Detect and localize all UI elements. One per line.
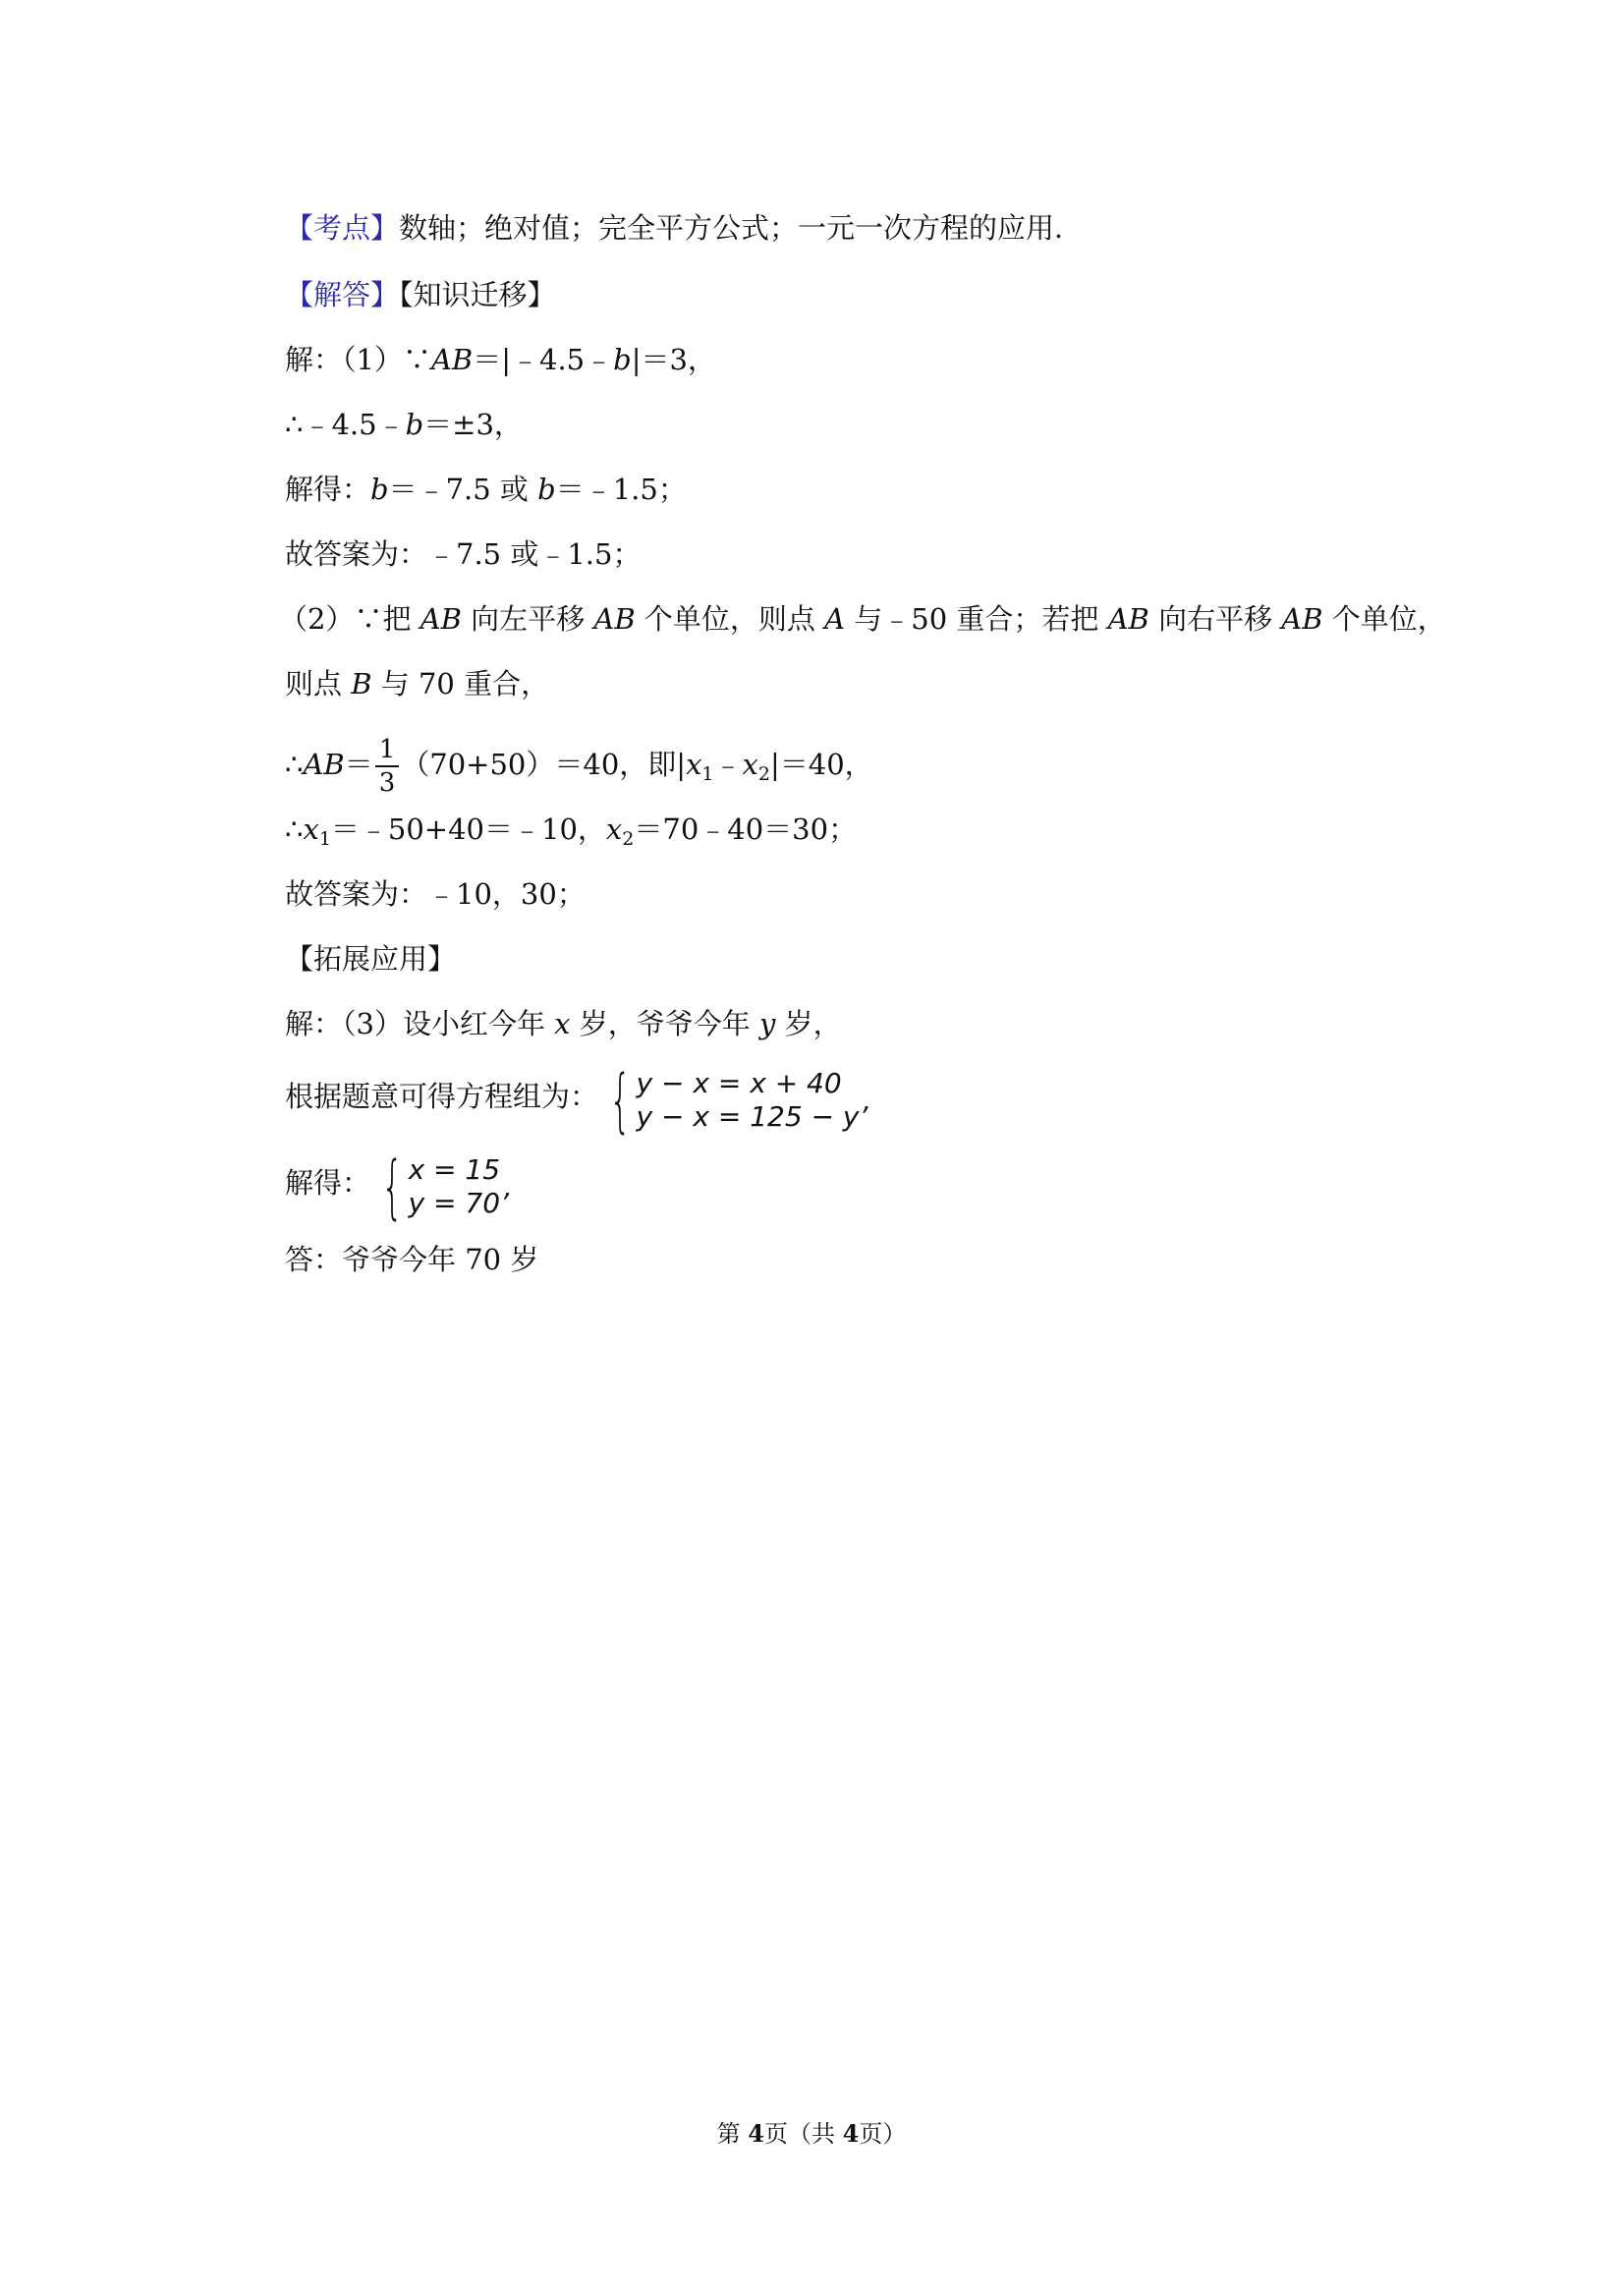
solution-line-7 <box>285 810 857 849</box>
text-segment: 向右平移 <box>1148 602 1282 636</box>
var-b-point: B <box>351 667 372 700</box>
equation-system <box>598 1059 868 1141</box>
var-b: b <box>405 408 424 441</box>
fraction-denominator: 3 <box>378 768 396 798</box>
text-segment: ＝|﹣4.5﹣ <box>473 343 614 376</box>
page-number: 4 <box>748 2119 764 2148</box>
equation-2: y − x = 125 − y’ <box>636 1099 868 1133</box>
text-segment: 解得： <box>285 1166 371 1200</box>
text-segment: 个单位， <box>1322 602 1446 636</box>
text-segment: 则点 <box>285 667 352 700</box>
knowledge-point-text: 数轴；绝对值；完全平方公式；一元一次方程的应用． <box>399 211 1084 245</box>
total-pages: 4 <box>842 2119 860 2148</box>
text-segment: 故答案为：﹣10，30； <box>285 877 586 911</box>
text-segment: ＝﹣50+40＝﹣10， <box>330 812 606 846</box>
solution-y: y = 70’ <box>408 1186 509 1219</box>
text-segment: 答：爷爷今年 70 岁 <box>285 1243 539 1276</box>
var-ab: AB <box>430 343 474 376</box>
subscript: 2 <box>622 828 635 850</box>
solution-system-line <box>285 1146 509 1227</box>
page-footer <box>0 2114 1623 2149</box>
text-segment: ∴ <box>285 748 304 781</box>
solution-system <box>370 1146 509 1227</box>
var-y: y <box>758 1007 776 1040</box>
equation-system-line <box>285 1059 868 1141</box>
text-segment: 故答案为：﹣7.5 或﹣1.5； <box>285 537 642 571</box>
left-brace: { <box>381 1146 404 1227</box>
var-ab: AB <box>303 748 345 781</box>
knowledge-point-line <box>285 208 1083 248</box>
var-b: b <box>537 473 556 506</box>
footer-text: 第 <box>716 2120 749 2148</box>
text-segment: ∴ <box>285 812 304 846</box>
text-segment: 解：（3）设小红今年 <box>285 1007 555 1040</box>
var-x: x <box>686 748 702 781</box>
var-b: b <box>370 473 389 506</box>
knowledge-transfer-tag: 【知识迁移】 <box>399 278 556 311</box>
var-ab: AB <box>420 602 462 636</box>
final-answer-line <box>285 1240 538 1279</box>
solution-line-2 <box>285 405 523 444</box>
solution-line-3 <box>285 470 687 509</box>
var-b: b <box>613 343 632 376</box>
footer-text: 页） <box>859 2120 907 2148</box>
text-segment: 根据题意可得方程组为： <box>285 1080 599 1113</box>
extension-tag: 【拓展应用】 <box>285 942 457 976</box>
extension-header <box>285 939 456 979</box>
text-segment: （70+50）＝40，即| <box>401 748 687 781</box>
text-segment: 解：（1）∵ <box>285 343 431 376</box>
fraction <box>375 737 400 796</box>
text-segment: （2）∵把 <box>279 602 420 636</box>
subscript: 1 <box>318 828 331 850</box>
left-brace: { <box>609 1059 632 1141</box>
text-segment: |＝40， <box>769 748 873 781</box>
var-x: x <box>742 748 758 781</box>
text-segment: |＝3， <box>631 343 716 376</box>
text-segment: 与 70 重合， <box>371 667 550 700</box>
text-segment: 岁， <box>775 1007 842 1040</box>
text-segment: ＝70﹣40＝30； <box>634 812 858 846</box>
answer-line-2 <box>285 874 586 914</box>
answer-header-line <box>285 275 556 314</box>
var-a: A <box>824 602 846 636</box>
var-ab: AB <box>1107 602 1149 636</box>
subscript: 1 <box>701 763 714 785</box>
text-segment: ＝±3， <box>423 408 523 441</box>
answer-line-1 <box>285 534 641 574</box>
equation-1: y − x = x + 40 <box>636 1066 842 1099</box>
text-segment: ＝﹣1.5； <box>555 473 687 506</box>
knowledge-point-tag: 【考点】 <box>285 211 400 245</box>
text-segment: ﹣ <box>713 748 743 781</box>
var-x: x <box>303 812 319 846</box>
footer-text: 页（共 <box>764 2120 843 2148</box>
text-segment: 个单位，则点 <box>635 602 825 636</box>
answer-tag: 【解答】 <box>285 278 400 311</box>
text-segment: 解得： <box>285 473 371 506</box>
text-segment: ＝ <box>344 748 373 781</box>
var-ab: AB <box>1281 602 1323 636</box>
var-x: x <box>554 1007 571 1040</box>
text-segment: ∴﹣4.5﹣ <box>285 408 406 441</box>
solution-line-4 <box>279 599 1446 639</box>
fraction-numerator: 1 <box>375 737 400 767</box>
text-segment: 岁，爷爷今年 <box>570 1007 759 1040</box>
solution-line-8 <box>285 1004 842 1043</box>
text-segment: 向左平移 <box>461 602 594 636</box>
text-segment: 与﹣50 重合；若把 <box>845 602 1108 636</box>
var-x: x <box>605 812 623 846</box>
subscript: 2 <box>757 763 770 785</box>
solution-line-6 <box>285 737 873 796</box>
text-segment: ＝﹣7.5 或 <box>388 473 538 506</box>
solution-line-5 <box>285 664 549 703</box>
solution-x: x = 15 <box>408 1152 501 1186</box>
var-ab: AB <box>593 602 636 636</box>
solution-line-1 <box>285 340 716 379</box>
